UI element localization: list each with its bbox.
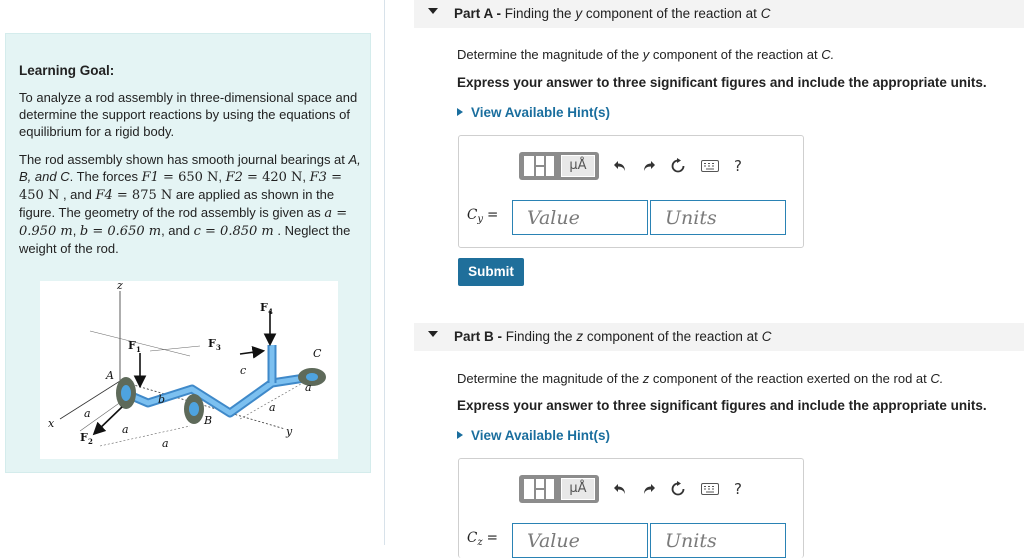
- svg-text:3: 3: [216, 343, 221, 352]
- part-b-hint-link[interactable]: View Available Hint(s): [457, 428, 610, 443]
- label-dim-a: a: [269, 401, 276, 414]
- svg-text:1: 1: [136, 345, 141, 354]
- submit-button[interactable]: Submit: [458, 258, 524, 286]
- label-f1: F: [128, 339, 136, 352]
- undo-icon[interactable]: [607, 475, 633, 503]
- keyboard-icon[interactable]: [697, 152, 723, 180]
- help-icon[interactable]: ?: [734, 157, 742, 175]
- label-f2: F: [80, 431, 88, 444]
- force-f3-arrow: [240, 351, 262, 354]
- label-dim-c: c: [240, 364, 247, 377]
- part-a-hint-link[interactable]: View Available Hint(s): [457, 105, 610, 120]
- reset-icon[interactable]: [665, 152, 691, 180]
- label-dim-b: b: [158, 393, 166, 406]
- part-b-prompt: Determine the magnitude of the z component of the reaction exerted on the rod at C.: [457, 371, 944, 386]
- f4-symbol: F4: [95, 188, 113, 203]
- dim-line: [150, 346, 200, 351]
- value-input[interactable]: Value: [512, 200, 648, 235]
- redo-icon[interactable]: [636, 475, 662, 503]
- part-a-express: Express your answer to three significant figures and include the appropriate units.: [457, 75, 987, 90]
- label-dim-a: a: [162, 437, 169, 450]
- part-a-answer-box: [458, 135, 804, 248]
- problem-description: The rod assembly shown has smooth journal bearings at A, B, and C. The forces F1 = 650 N, F2 = 420 N, F3 = 450 N , and F4 = 875 N are applied as shown in the figure. The geometry of the rod assembly is given as a = 0.950 m, b = 0.650 m, and c = 0.850 m . Neglect the weight of the rod.: [19, 152, 361, 256]
- label-f4: F: [260, 301, 268, 314]
- expand-triangle-icon: [457, 108, 463, 116]
- label-a-point: A: [106, 369, 114, 382]
- expand-triangle-icon: [457, 431, 463, 439]
- label-b-point: B: [204, 414, 213, 427]
- learning-goal-intro: To analyze a rod assembly in three-dimensional space and determine the support reactions by using the equations of equilibrium for a rigid body.: [19, 90, 358, 139]
- label-c-point: C: [313, 347, 322, 360]
- templates-icon[interactable]: [523, 478, 555, 500]
- f4-value: = 875 N: [112, 188, 173, 203]
- part-b-header[interactable]: [414, 323, 1024, 351]
- svg-text:4: 4: [268, 307, 273, 316]
- b-value: b = 0.650 m: [79, 224, 162, 239]
- dim-line: [100, 426, 190, 446]
- rod-assembly-figure: [40, 281, 338, 459]
- label-f3: F: [208, 337, 216, 350]
- c-value: c = 0.850 m: [193, 224, 274, 239]
- svg-text:2: 2: [88, 437, 93, 446]
- units-input[interactable]: Units: [650, 523, 786, 558]
- part-b-answer-box: [458, 458, 804, 558]
- collapse-caret-icon[interactable]: [428, 331, 438, 337]
- cy-label: $C_y$ =: [467, 207, 499, 225]
- rod-assembly-diagram: [40, 281, 338, 459]
- f1-value: = 650 N: [158, 170, 219, 185]
- learning-goal-title: Learning Goal:: [19, 63, 115, 78]
- learning-goal-panel: [5, 33, 371, 473]
- help-icon[interactable]: ?: [734, 480, 742, 498]
- label-y: y: [286, 425, 293, 438]
- part-a-prompt: Determine the magnitude of the y component of the reaction at C.: [457, 47, 835, 62]
- a-value: a = 0.950 m: [19, 206, 348, 239]
- cz-label: $C_z$ =: [467, 530, 498, 548]
- redo-icon[interactable]: [636, 152, 662, 180]
- f2-symbol: F2: [225, 170, 243, 185]
- units-button[interactable]: μÅ: [561, 155, 595, 177]
- templates-icon[interactable]: [523, 155, 555, 177]
- bearing-names: A, B, and C: [19, 152, 361, 184]
- label-x: x: [48, 417, 55, 430]
- part-a-title: Part A - Finding the y component of the reaction at C: [454, 6, 771, 21]
- f2-value: = 420 N: [242, 170, 303, 185]
- part-a-header[interactable]: [414, 0, 1024, 28]
- undo-icon[interactable]: [607, 152, 633, 180]
- part-b-title: Part B - Finding the z component of the reaction at C: [454, 329, 772, 344]
- units-button[interactable]: μÅ: [561, 478, 595, 500]
- value-input[interactable]: Value: [512, 523, 648, 558]
- reset-icon[interactable]: [665, 475, 691, 503]
- f3-value: = 450 N: [19, 170, 342, 203]
- f3-symbol: F3: [309, 170, 327, 185]
- toolbar-group: [519, 475, 599, 503]
- collapse-caret-icon[interactable]: [428, 8, 438, 14]
- label-dim-a: a: [122, 423, 129, 436]
- label-dim-a: a: [305, 381, 312, 394]
- part-b-express: Express your answer to three significant figures and include the appropriate units.: [457, 398, 987, 413]
- f1-symbol: F1: [141, 170, 159, 185]
- column-divider: [384, 0, 385, 545]
- label-z: z: [117, 281, 123, 292]
- label-dim-a: a: [84, 407, 91, 420]
- rod: [120, 376, 318, 413]
- toolbar-group: [519, 152, 599, 180]
- keyboard-icon[interactable]: [697, 475, 723, 503]
- units-input[interactable]: Units: [650, 200, 786, 235]
